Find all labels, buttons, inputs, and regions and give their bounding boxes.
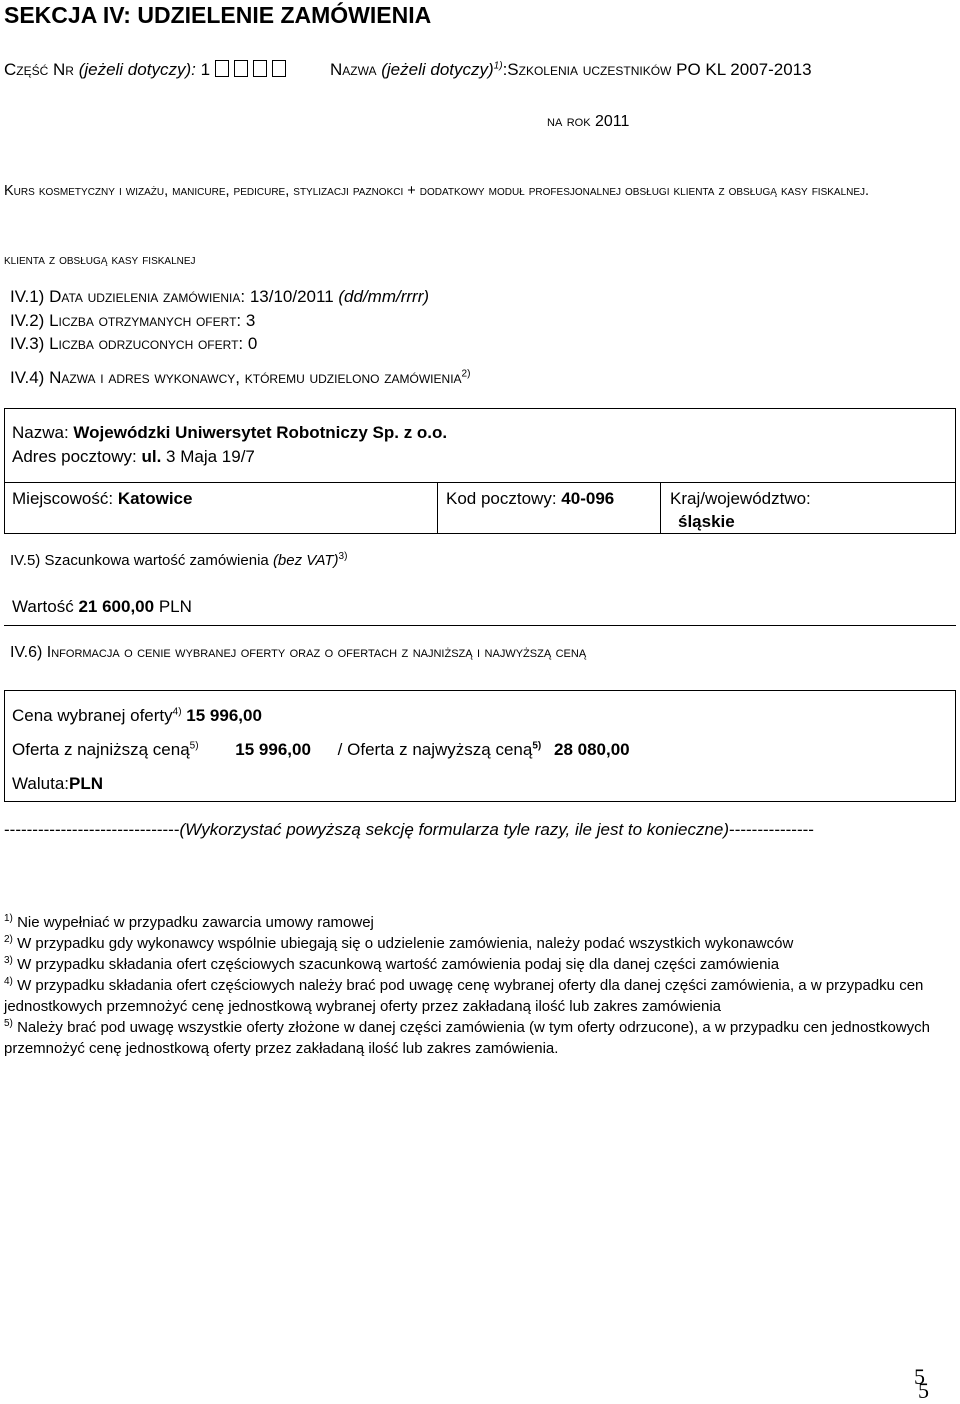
name-row bbox=[330, 60, 812, 80]
page-number: 5 bbox=[918, 1378, 929, 1403]
contractor-city-cell bbox=[12, 489, 192, 509]
lowest-offer-footnote: 5) bbox=[189, 740, 199, 752]
price-info-heading bbox=[10, 644, 586, 662]
estimated-value-number: IV.5) bbox=[10, 552, 41, 569]
footnote-item bbox=[4, 933, 944, 954]
contractor-postal-label: Kod pocztowy: bbox=[446, 489, 557, 508]
divider bbox=[437, 482, 438, 533]
lowest-offer-value: 15 996,00 bbox=[235, 740, 311, 759]
repeat-section-note bbox=[4, 820, 814, 840]
price-info-text: Informacja o cenie wybranej oferty oraz o ofertach z najniższą i najwyższą ceną bbox=[46, 644, 587, 661]
award-date-label: IV.1) Data udzielenia zamówienia: bbox=[10, 287, 246, 306]
divider bbox=[4, 482, 956, 483]
contractor-city-label: Miejscowość: bbox=[12, 489, 114, 508]
footnote-mark: 2) bbox=[4, 934, 13, 945]
footnote-item bbox=[4, 912, 944, 933]
divider bbox=[4, 625, 956, 626]
repeat-note-text: (Wykorzystać powyższą sekcję formularza tyle razy, ile jest to konieczne) bbox=[179, 820, 730, 839]
offers-range-row bbox=[12, 740, 630, 760]
estimated-value-text: Szacunkowa wartość zamówienia bbox=[44, 552, 269, 569]
course-description: Kurs kosmetyczny i wizażu, manicure, pedicure, stylizacji paznokci + dodatkowy moduł profesjonalnej obsługi klienta z obsługą kasy fiskalnej. bbox=[4, 183, 870, 199]
part-qualifier: (jeżeli dotyczy): bbox=[78, 60, 196, 79]
highest-offer-label: Oferta z najwyższą ceną bbox=[347, 740, 533, 759]
award-date-row bbox=[10, 287, 429, 307]
rejected-offers-value: 0 bbox=[247, 334, 258, 353]
currency-row bbox=[12, 774, 103, 794]
estimated-value-qualifier: (bez VAT) bbox=[272, 552, 339, 569]
contractor-address-prefix: ul. bbox=[141, 447, 162, 466]
received-offers-label: IV.2) Liczba otrzymanych ofert: bbox=[10, 311, 242, 330]
footnote-mark: 1) bbox=[4, 913, 13, 924]
contractor-address-row bbox=[12, 447, 255, 467]
footnote-text: Należy brać pod uwagę wszystkie oferty złożone w danej części zamówienia (w tym oferty odrzucone), a w przypadku cen jednostkowych przemnożyć cenę jednostkową oferty przez zakładaną ilość lub zakres zamówienia. bbox=[4, 1019, 930, 1057]
name-colon: : bbox=[502, 60, 508, 79]
highest-offer-value: 28 080,00 bbox=[553, 740, 630, 759]
footnote-mark: 4) bbox=[4, 976, 13, 987]
estimated-value-row bbox=[12, 597, 192, 617]
award-date-format: (dd/mm/rrrr) bbox=[338, 287, 430, 306]
part-digit-box[interactable] bbox=[234, 60, 248, 77]
contractor-name-label: Nazwa: bbox=[12, 423, 69, 442]
footnote-text: Nie wypełniać w przypadku zawarcia umowy ramowej bbox=[17, 914, 374, 931]
footnote-text: W przypadku składania ofert częściowych szacunkową wartość zamówienia podaj się dla danej części zamówienia bbox=[17, 956, 780, 973]
received-offers-value: 3 bbox=[245, 311, 256, 330]
currency-value: PLN bbox=[69, 774, 104, 793]
contractor-heading-footnote: 2) bbox=[461, 368, 471, 380]
footnotes bbox=[4, 912, 944, 1059]
offers-separator: / bbox=[337, 740, 343, 759]
part-label: Część Nr bbox=[4, 60, 74, 79]
selected-price-row bbox=[12, 706, 262, 726]
received-offers-row bbox=[10, 311, 255, 331]
name-value-suffix: PO KL 2007-2013 bbox=[676, 60, 812, 79]
highest-offer-footnote: 5) bbox=[532, 740, 542, 752]
contractor-name-row bbox=[12, 423, 447, 443]
rejected-offers-label: IV.3) Liczba odrzuconych ofert: bbox=[10, 334, 244, 353]
selected-price-footnote: 4) bbox=[172, 706, 182, 718]
page-number: 5 bbox=[914, 1364, 925, 1389]
section-title: SEKCJA IV: UDZIELENIE ZAMÓWIENIA bbox=[4, 2, 432, 28]
part-digit-box[interactable] bbox=[272, 60, 286, 77]
course-subline: klienta z obsługą kasy fiskalnej bbox=[4, 252, 196, 268]
currency-label: Waluta: bbox=[12, 774, 70, 793]
rejected-offers-row bbox=[10, 334, 257, 354]
contractor-region-label: Kraj/województwo: bbox=[670, 489, 811, 508]
part-digit-box[interactable] bbox=[253, 60, 267, 77]
repeat-dashes-left: ------------------------------- bbox=[4, 820, 180, 839]
contractor-city: Katowice bbox=[117, 489, 193, 508]
contractor-name: Wojewódzki Uniwersytet Robotniczy Sp. z o.o. bbox=[73, 423, 448, 442]
contractor-address-label: Adres pocztowy: bbox=[12, 447, 137, 466]
footnote-item bbox=[4, 975, 944, 1017]
name-label: Nazwa bbox=[330, 60, 377, 79]
contractor-heading-text: IV.4) Nazwa i adres wykonawcy, któremu udzielono zamówienia bbox=[10, 368, 462, 387]
divider bbox=[660, 482, 661, 533]
footnote-item bbox=[4, 1017, 944, 1059]
name-value: Szkolenia uczestników bbox=[507, 60, 672, 79]
footnote-mark: 3) bbox=[4, 955, 13, 966]
estimated-value-amount: 21 600,00 bbox=[78, 597, 155, 616]
selected-price-label: Cena wybranej oferty bbox=[12, 706, 173, 725]
contractor-address: 3 Maja 19/7 bbox=[166, 447, 255, 466]
name-qualifier: (jeżeli dotyczy) bbox=[381, 60, 494, 79]
contractor-postal: 40-096 bbox=[561, 489, 615, 508]
name-footnote: 1) bbox=[493, 60, 503, 72]
footnote-item bbox=[4, 954, 944, 975]
estimated-value-footnote: 3) bbox=[338, 551, 348, 562]
lowest-offer-label: Oferta z najniższą ceną bbox=[12, 740, 190, 759]
estimated-value-label: Wartość bbox=[12, 597, 74, 616]
estimated-value-currency: PLN bbox=[158, 597, 192, 616]
repeat-dashes-right: --------------- bbox=[729, 820, 814, 839]
part-value: 1 bbox=[200, 60, 211, 79]
part-number-row bbox=[4, 60, 286, 80]
divider bbox=[4, 533, 956, 534]
price-info-number: IV.6) bbox=[10, 644, 43, 661]
year-line: na rok 2011 bbox=[547, 113, 630, 130]
part-digit-box[interactable] bbox=[215, 60, 229, 77]
contractor-postal-cell bbox=[446, 489, 614, 509]
contractor-heading bbox=[10, 368, 470, 388]
footnote-text: W przypadku składania ofert częściowych należy brać pod uwagę cenę wybranej oferty dla danej części zamówienia, a w przypadku cen jednostkowych przemnożyć cenę jednostkową wybranej oferty przez zakładaną ilość lub zakres zamówienia bbox=[4, 977, 924, 1015]
footnote-text: W przypadku gdy wykonawcy wspólnie ubiegają się o udzielenie zamówienia, należy podać wszystkich wykonawców bbox=[17, 935, 794, 952]
contractor-region: śląskie bbox=[678, 512, 735, 531]
selected-price-value: 15 996,00 bbox=[186, 706, 262, 725]
estimated-value-heading bbox=[10, 552, 347, 569]
footnote-mark: 5) bbox=[4, 1018, 13, 1029]
award-date-value: 13/10/2011 bbox=[249, 287, 334, 306]
